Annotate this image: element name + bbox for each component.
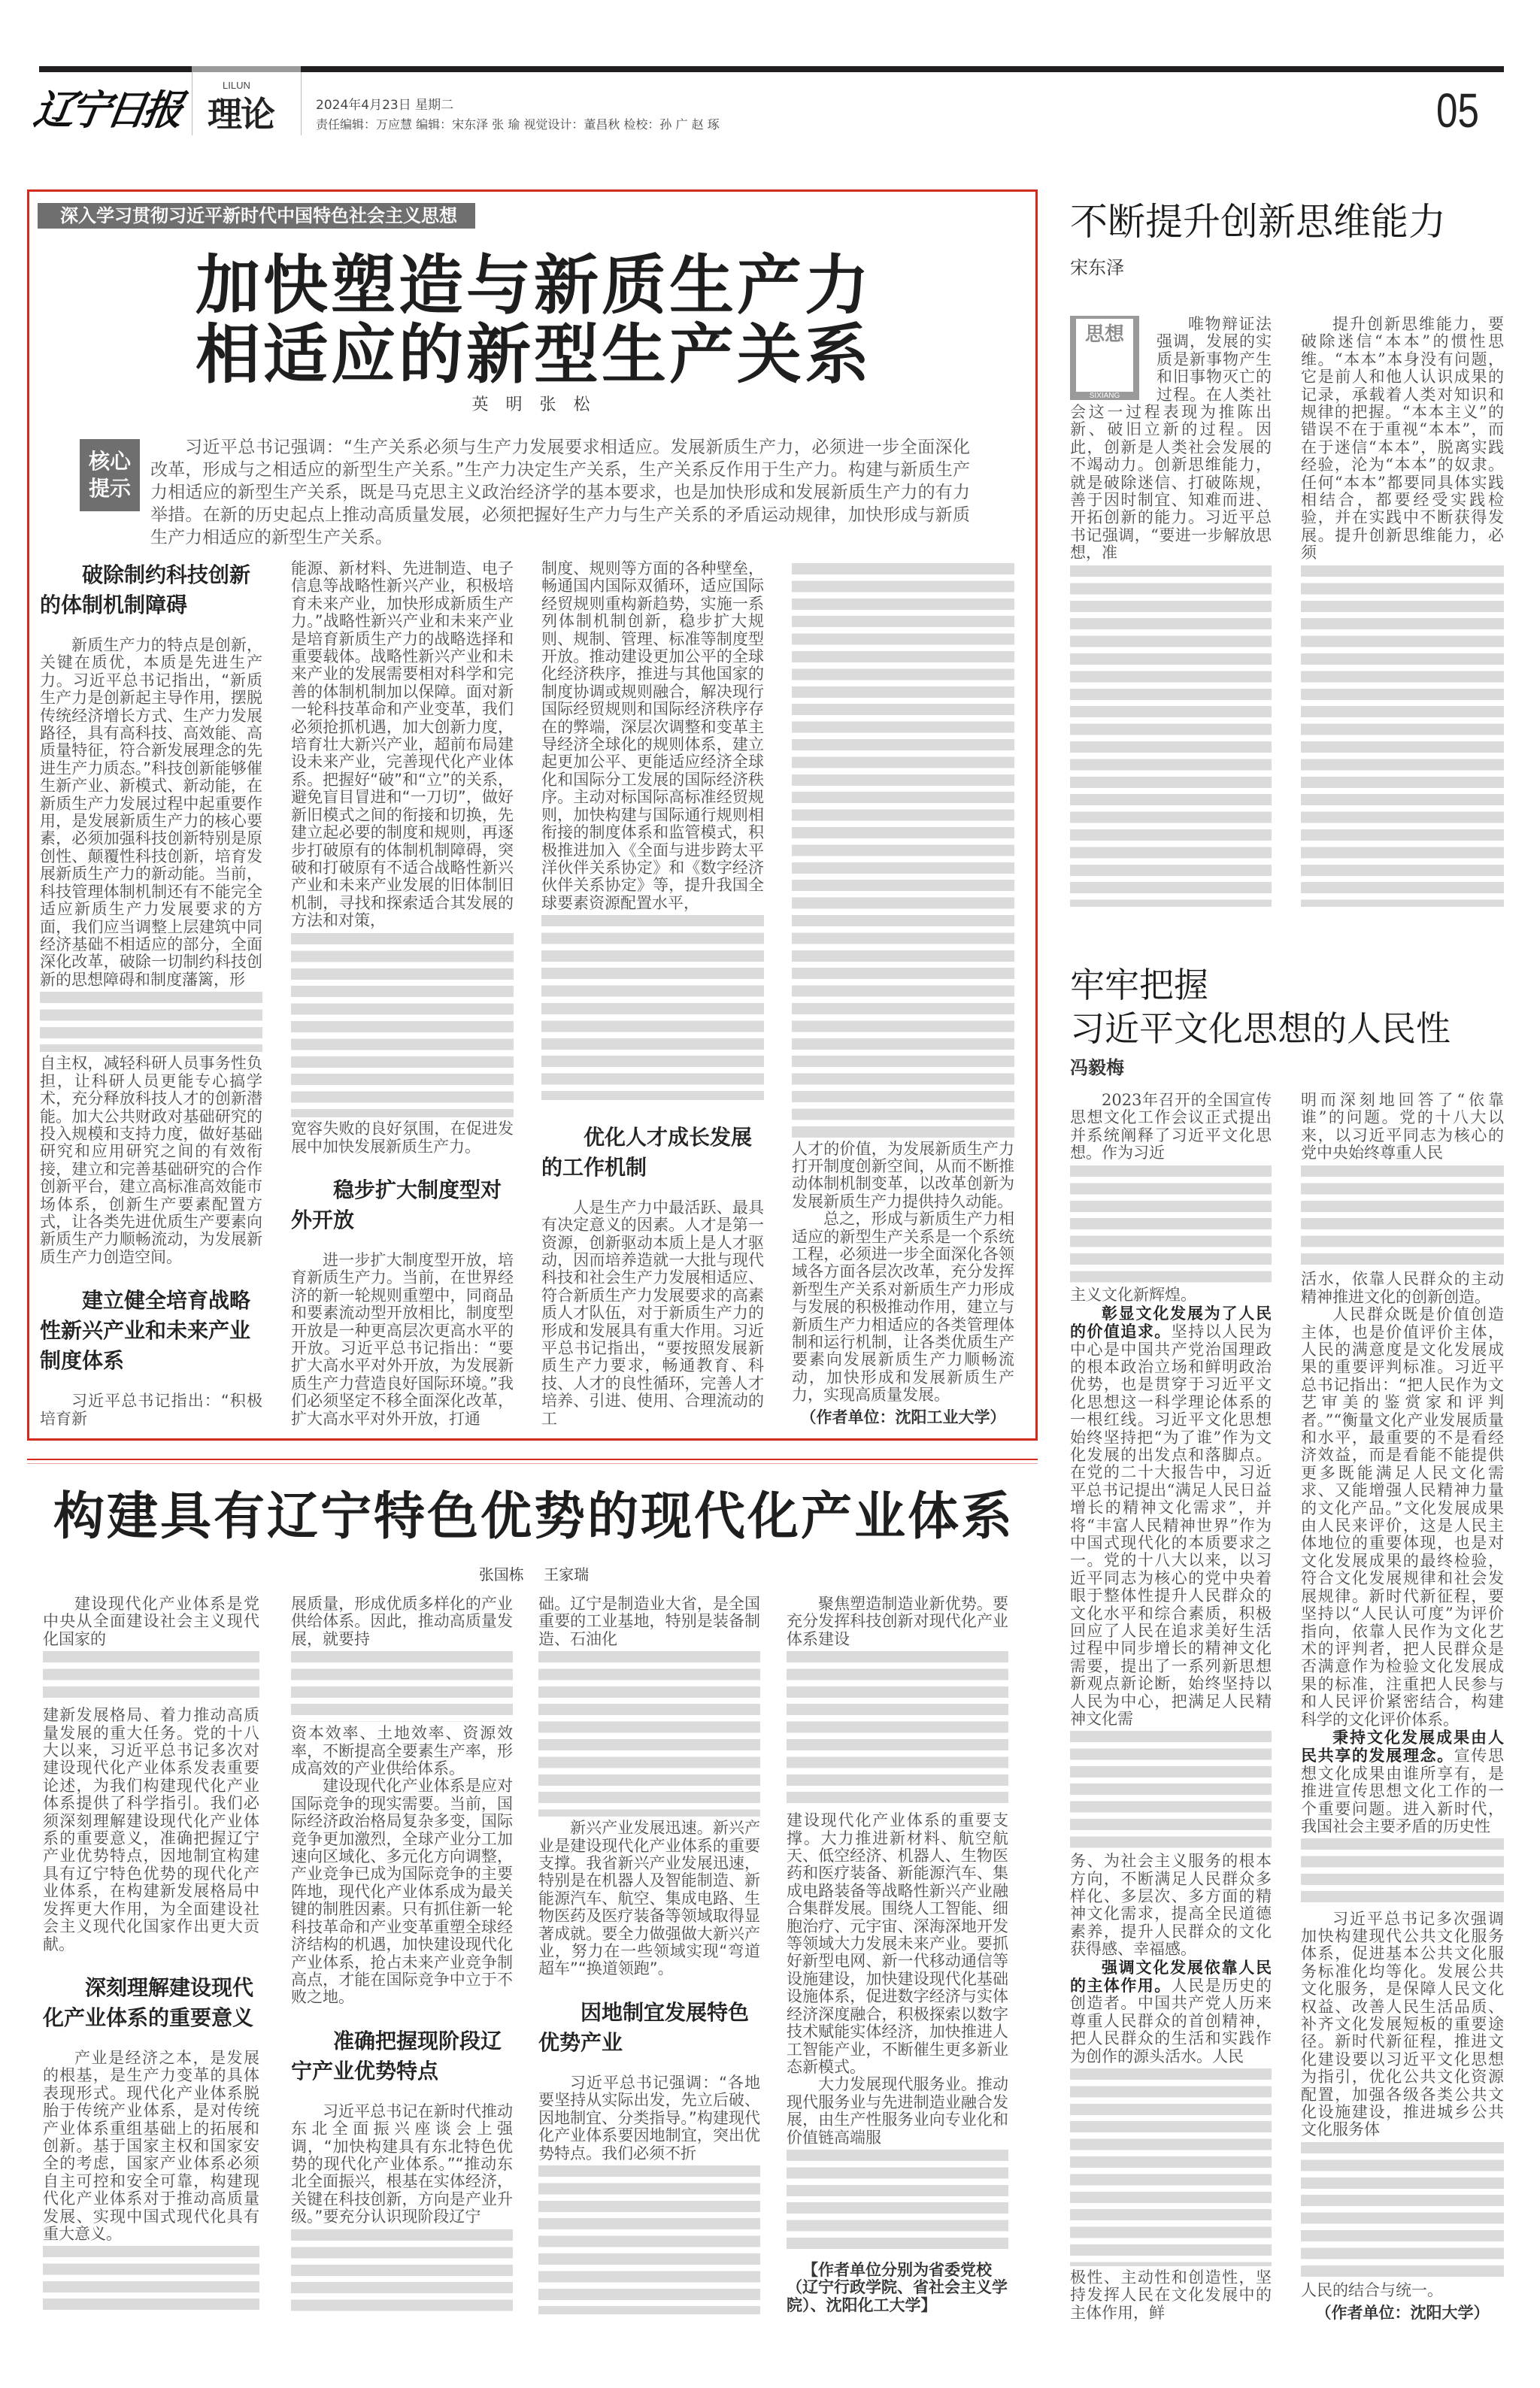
paragraph: 主义文化新辉煌。 [1070,1286,1196,1305]
column-tag-label: 思想 [1084,323,1124,346]
illegible-text [1301,1838,1504,1907]
article-headline-line1: 牢牢把握 [1070,965,1208,1005]
article-column-1 [43,1596,259,2317]
illegible-text [792,563,1014,1138]
paragraph-text: 人民是历史的创造者。中国共产党人历来尊重人民群众的首创精神，把人民群众的生活和实践作为创作的源头活水。人民 [1070,1976,1272,2065]
section-name-en: LILUN [223,80,250,91]
lead-column-4 [792,560,1014,1432]
illegible-text [291,933,514,1118]
paragraph: 习近平总书记多次强调加快构建现代公共文化服务体系，促进基本公共文化服务标准化均等化。发展公共文化服务，是保障人民文化权益、改善人民生活品质、补齐文化发展短板的重要途径。新时代新征程，推进文化建设要以习近平文化思想为指引，优化公共文化资源配置，加强各级各类公共文化设施建设，推进城乡公共文化服务体 [1301,1909,1504,2139]
paragraph-text: 坚持以人民为中心是中国共产党治国理政的根本政治立场和鲜明政治优势，也是贯穿于习近平文化思想这一科学理论体系的一根红线。习近平文化思想始终坚持把“为了谁”作为文化发展的出发点和落脚点。在党的二十大报告中，习近平总书记提出“满足人民日益增长的精神文化需求”，并将“丰富人民精神世界”作为中国式现代化的本质要求之一。党的十八大以来，以习近平同志为核心的党中央着眼于整体性提升人民群众的文化水平和综合素质，积极回应了人民在追求美好生活过程中同步增长的精神文化需要，提出了一系列新思想新观点新论断，始终坚持以人民为中心，把满足人民精神文化需 [1070,1323,1272,1729]
page-number: 05 [1436,83,1479,138]
illegible-text [40,992,262,1052]
article-column-2 [1301,316,1504,910]
inline-subhead: 彰显文化发展为了人民的价值追求。 [1070,1303,1272,1341]
section-rule-accent [192,66,301,72]
paragraph: 聚焦塑造制造业新优势。要充分发挥科技创新对现代化产业体系建设 [787,1596,1008,1648]
lead-column-1 [40,560,262,1432]
illegible-text [1070,1731,1272,1850]
author-affiliation: （作者单位：沈阳大学） [1315,2303,1490,2322]
paragraph [1301,1729,1504,1835]
paragraph: 制度、规则等方面的各种壁垒，畅通国内国际双循环，适应国际经贸规则重构新趋势，实施一系列体制机制创新，稳步扩大规则、规制、管理、标准等制度型开放。推动建设更加公平的全球化经济秩序，推进与其他国家的制度协调或规则融合，解决现行国际经贸规则和国际经济秩序存在的弊端，深层次调整和变革主导经济全球化的规则体系，建立起更加公平、更能适应经济全球化和国际分工发展的国际经济秩序。主动对标国际高标准经贸规则，加快构建与国际通行规则相衔接的制度体系和监管模式，积极推进加入《全面与进步跨太平洋伙伴关系协定》和《数字经济伙伴关系协定》等，提升我国全球要素资源配置水平， [541,560,764,912]
paragraph: 极性、主动性和创造性，坚持发挥人民在文化发展中的主体作用，鲜 [1070,2268,1272,2322]
subhead: 破除制约科技创新的体制机制障碍 [40,562,251,617]
paragraph: 人是生产力中最活跃、最具有决定意义的因素。人才是第一资源，创新驱动本质上是人才驱动，因而培养造就一大批与现代科技和社会生产力发展相适应、符合新质生产力发展要求的高素质人才队伍，对于新质生产力的形成和发展具有重大作用。习近平总书记指出，“要按照发展新质生产力要求，畅通教育、科技、人才的良性循环，完善人才培养、引进、使用、合理流动的工 [541,1198,764,1428]
paragraph: 自主权，减轻科研人员事务性负担，让科研人员更能专心搞学术，充分释放科技人才的创新潜能。加大公共财政对基础研究的投入规模和支持力度，做好基础研究和应用研究之间的有效衔接，建立和完善基础研究的合作创新平台，建立高标准高效能市场体系，创新生产要素配置方式，让各类先进优质生产要素向新质生产力顺畅流动，为发展新质生产力创造空间。 [40,1054,262,1266]
paragraph: 人才的价值，为发展新质生产力打开制度创新空间，从而不断推动体制机制变革，以改革创新为发展新质生产力提供持久动能。 [792,1139,1014,1211]
subhead: 优化人才成长发展的工作机制 [541,1124,753,1180]
illegible-text [1070,1165,1272,1284]
subhead: 建立健全培育战略性新兴产业和未来产业制度体系 [40,1288,251,1374]
article-column-3 [538,1596,760,2317]
paragraph: 总之，形成与新质生产力相适应的新型生产关系是一个系统工程，必须进一步全面深化各领域各方面各层次改革，充分发挥新型生产关系对新质生产力形成与发展的积极推动作用，建立与新质生产力相适应的各类管理体制和运行机制，让各类优质生产要素向发展新质生产力顺畅流动，加快形成和发展新质生产力，实现高质量发展。 [792,1210,1014,1405]
header-divider [301,72,302,135]
paragraph [1070,1305,1272,1729]
illegible-text [291,1651,513,1722]
article-column-4 [787,1596,1008,2317]
lead-authors: 英 明 张 松 [471,395,596,414]
core-hint-text: 习近平总书记强调：“生产关系必须与生产力发展要求相适应。发展新质生产力，必须进一步全面深化改革，形成与之相适应的新型生产关系。”生产力决定生产关系，生产关系反作用于生产力。构建与新质生产力相适应的新型生产关系，既是马克思主义政治经济学的基本要求，也是加快形成和发展新质生产力的有力举措。在新的历史起点上推动高质量发展，必须把握好生产力与生产关系的矛盾运动规律，加快形成与新质生产力相适应的新型生产关系。 [150,438,970,547]
illegible-text [1070,2068,1272,2266]
illegible-text [787,2150,1008,2254]
paragraph: 展质量，形成优质多样化的产业供给体系。因此，推动高质量发展，就要持 [291,1596,513,1648]
illegible-text [538,1651,760,1817]
lead-column-3 [541,560,764,1432]
subhead: 稳步扩大制度型对外开放 [291,1177,502,1232]
issue-date: 2024年4月23日 星期二 [316,98,454,113]
illegible-text [1301,1165,1504,1268]
paragraph: 建设现代化产业体系是应对国际竞争的现实需要。当前，国际经济政治格局复杂多变，国际竞争更加激烈，全球产业分工加速向区域化、多元化方向调整，产业竞争已成为国际竞争的主要阵地，现代化产业体系成为最关键的制胜因素。只有抓住新一轮科技革命和产业变革重塑全球经济结构的机遇，加快建设现代化产业体系，抢占未来产业竞争制高点，才能在国际竞争中立于不败之地。 [291,1777,513,2007]
paragraph: 人民群众既是价值创造主体，也是价值评价主体，人民的满意度是文化发展成果的重要评判标准。习近平总书记指出：“把人民作为文艺审美的鉴赏家和评判者。”“衡量文化产业发展质量和水平，最重要的不是看经济效益，而是看能不能提供更多既能满足人民文化需求、又能增强人民精神力量的文化产品。”文化发展成果由人民来评价，这是人民主体地位的重要体现，也是对文化发展成果的最终检验，符合文化发展规律和社会发展规律。新时代新征程，要坚持以“人民认可度”为评价指向，依靠人民作为文化艺术的评判者，把人民群众是否满意作为检验文化发展成果的标准，注重把人民参与和人民评价紧密结合，构建科学的文化评价体系。 [1301,1305,1504,1729]
tag-spacer [1070,316,1157,400]
subhead: 因地制宜发展特色优势产业 [538,1999,750,2055]
article-headline-line2: 习近平文化思想的人民性 [1070,1008,1451,1049]
article-column-1 [1070,1092,1272,2325]
paragraph: 明而深刻地回答了“依靠谁”的问题。党的十八大以来，以习近平同志为核心的党中央始终尊重人民 [1301,1092,1504,1162]
paragraph: 习近平总书记在新时代推动东北全面振兴座谈会上强调，“加快构建具有东北特色优势的现代化产业体系。”“推动东北全面振兴，根基在实体经济，关键在科技创新，方向是产业升级。”要充分认识现阶段辽宁 [291,2102,513,2226]
paragraph: 大力发展现代服务业。推动现代服务业与先进制造业融合发展，由生产性服务业向专业化和价值链高端服 [787,2075,1008,2147]
paragraph-text: 宣传思想文化成果由谁所享有，是推进宣传思想文化工作的一个重要问题。进入新时代，我国社会主要矛盾的历史性 [1301,1747,1504,1835]
illegible-text [1301,565,1504,907]
paragraph: 资本效率、土地效率、资源效率，不断提高全要素生产率，形成高效的产业供给体系。 [291,1724,513,1778]
lead-headline-line1: 加快塑造与新质生产力 [196,248,872,323]
paragraph: 2023年召开的全国宣传思想文化工作会议正式提出并系统阐释了习近平文化思想。作为习近 [1070,1092,1272,1162]
lead-column-2 [291,560,514,1432]
paragraph: 宽容失败的良好氛围，在促进发展中加快发展新质生产力。 [291,1120,514,1156]
paragraph: 产业是经济之本，是发展的根基，是生产力变革的具体表现形式。现代化产业体系脱胎于传统产业体系，是对传统产业体系重组基础上的拓展和创新。基于国家主权和国家安全的考虑，国家产业体系必须自主可控和安全可靠，构建现代化产业体系对于推动高质量发展、实现中国式现代化具有重大意义。 [43,2048,259,2243]
paragraph: 提升创新思维能力，要破除迷信“本本”的惯性思维。“本本”本身没有问题，它是前人和他人认识成果的记录，承载着人类对知识和规律的把握。“本本主义”的错误不在于重视“本本”，而在于迷信“本本”，脱离实践经验，沦为“本本”的奴隶。任何“本本”都要同具体实践相结合，都要经受实践检验，并在实践中不断获得发展。提升创新思维能力，必须 [1301,316,1504,562]
article-headline: 构建具有辽宁特色优势的现代化产业体系 [53,1487,1014,1547]
paragraph: 建新发展格局、着力推动高质量发展的重大任务。党的十八大以来，习近平总书记多次对建设现代化产业体系发表重要论述，为我们构建现代化产业体系提供了科学指引。我们必须深刻理解建设现代化产业体系的重要意义，准确把握辽宁产业优势特点，因地制宜构建具有辽宁特色优势的现代化产业体系，在构建新发展格局中发挥更大作用，为全面建设社会主义现代化国家作出更大贡献。 [43,1706,259,1953]
author-affiliation: （作者单位：沈阳工业大学） [800,1408,1006,1426]
column-tag-en: SIXIANG [1070,392,1139,400]
paragraph: 活水，依靠人民群众的主动精神推进文化的创新创造。 [1301,1270,1504,1306]
article-column-2 [291,1596,513,2317]
editorial-staff: 责任编辑：万应慧 编辑：宋东泽 张 瑜 视觉设计：董昌秋 检校：孙 广 赵 琢 [316,117,720,132]
section-name: 理论 [208,94,274,135]
paragraph: 进一步扩大制度型开放，培育新质生产力。当前，在世界经济的新一轮规则重塑中，同商品和要素流动型开放相比，制度型开放是一种更高层次更高水平的开放。习近平总书记指出：“要扩大高水平对外开放，为发展新质生产力营造良好国际环境。”我们必须坚定不移全面深化改革，扩大高水平对外开放，打通 [291,1250,514,1428]
paragraph: 务、为社会主义服务的根本方向，不断满足人民群众多样化、多层次、多方面的精神文化需求，提高全民道德素养，提升人民群众的文化获得感、幸福感。 [1070,1852,1272,1959]
paragraph: 新兴产业发展迅速。新兴产业是建设现代化产业体系的重要支撑。我省新兴产业发展迅速，特别是在机器人及智能制造、新能源汽车、航空、集成电路、生物医药及医疗装备等领域取得显著成就。要全力做强做大新兴产业，努力在一些领域实现“弯道超车”“换道领跑”。 [538,1819,760,1978]
illegible-text [1070,565,1272,907]
paragraph: 础。辽宁是制造业大省，是全国重要的工业基地，特别是装备制造、石油化 [538,1596,760,1648]
paragraph: 习近平总书记指出：“积极培育新 [40,1392,262,1428]
newspaper-logo: 辽宁日报 [30,86,182,134]
paragraph [1070,1959,1272,2065]
illegible-text [291,2229,513,2314]
lead-headline-line2: 相适应的新型生产关系 [196,317,872,392]
column-banner: 深入学习贯彻习近平新时代中国特色社会主义思想 [38,203,475,229]
subhead: 深刻理解建设现代化产业体系的重要意义 [43,1974,254,2030]
illegible-text [43,1651,259,1704]
article-author: 宋东泽 [1070,257,1124,278]
paragraph: 新质生产力的特点是创新，关键在质优，本质是先进生产力。习近平总书记指出，“新质生产力是创新起主导作用，摆脱传统经济增长方式、生产力发展路径，具有高科技、高效能、高质量特征，符合新发展理念的先进生产力质态。”科技创新能够催生新产业、新模式、新动能，在新质生产力发展过程中起重要作用，是发展新质生产力的核心要素，必须加强科技创新特别是原创性、颠覆性科技创新，培育发展新质生产力的新动能。当前，科技管理体制机制还有不能完全适应新质生产力发展要求的方面，我们应当调整上层建筑中同经济基础不相适应的部分，全面深化改革，破除一切制约科技创新的思想障碍和制度藩篱，形 [40,636,262,989]
paragraph: 人民的结合与统一。 [1301,2281,1443,2300]
subhead: 准确把握现阶段辽宁产业优势特点 [291,2028,502,2083]
illegible-text [787,1651,1008,1809]
paragraph: 习近平总书记强调：“各地要坚持从实际出发，先立后破、因地制宜、分类指导。”构建现代化产业体系要因地制宜，突出优势特点。我们必须不折 [538,2073,760,2162]
core-hint-label: 核心提示 [80,439,140,511]
illegible-text [1301,2142,1504,2279]
section-divider [27,1459,1038,1464]
illegible-text [43,2246,259,2314]
inline-subhead: 秉持文化发展成果由人民共享的发展理念。 [1301,1727,1504,1765]
article-column-1 [1070,316,1272,910]
article-authors: 张国栋 王家瑞 [478,1565,590,1583]
article-headline: 不断提升创新思维能力 [1070,200,1446,244]
illegible-text [541,915,764,1100]
paragraph-text: 唯物辩证法强调，发展的实质是新事物产生和旧事物灭亡的过程。在人类社会这一过程表现为推陈出新、破旧立新的过程。因此，创新是人类社会发展的不竭动力。创新思维能力，就是破除迷信、打破陈规，善于因时制宜、知难而进、开拓创新的能力。习近平总书记强调，“要进一步解放思想，准 [1070,316,1272,562]
illegible-text [538,2165,760,2314]
article-column-2 [1301,1092,1504,2325]
paragraph: 建设现代化产业体系的重要支撑。大力推进新材料、航空航天、低空经济、机器人、生物医药和医疗装备、新能源汽车、集成电路装备等战略性新兴产业融合集群发展。围绕人工智能、细胞治疗、元宇宙、深海深地开发等领域大力发展未来产业。要抓好新型电网、新一代移动通信等设施建设，加快建设现代化基础设施体系，促进数字经济与实体经济深度融合，积极探索以数字技术赋能实体经济，加快推进人工智能产业，不断催生更多新业态新模式。 [787,1811,1008,2076]
paragraph: 能源、新材料、先进制造、电子信息等战略性新兴产业，积极培育未来产业，加快形成新质生产力。”战略性新兴产业和未来产业是培育新质生产力的战略选择和重要载体。战略性新兴产业和未来产业的发展需要相对科学和完善的体制机制加以保障。面对新一轮科技革命和产业变革，我们必须抢抓机遇，加大创新力度，培育壮大新兴产业，超前布局建设未来产业，完善现代化产业体系。把握好“破”和“立”的关系，避免盲目冒进和“一刀切”，做好新旧模式之间的衔接和切换，先建立起必要的制度和规则，再逐步打破原有的体制机制障碍，突破和打破原有不适合战略性新兴产业和未来产业发展的旧体制旧机制，寻找和探索适合其发展的方法和对策， [291,560,514,930]
paragraph [1070,316,1272,562]
author-affiliation: 【作者单位分别为省委党校（辽宁行政学院、省社会主义学院）、沈阳化工大学】 [787,2260,1008,2314]
paragraph: 建设现代化产业体系是党中央从全面建设社会主义现代化国家的 [43,1596,259,1648]
article-author: 冯毅梅 [1070,1057,1124,1078]
inline-subhead: 强调文化发展依靠人民的主体作用。 [1070,1957,1272,1995]
